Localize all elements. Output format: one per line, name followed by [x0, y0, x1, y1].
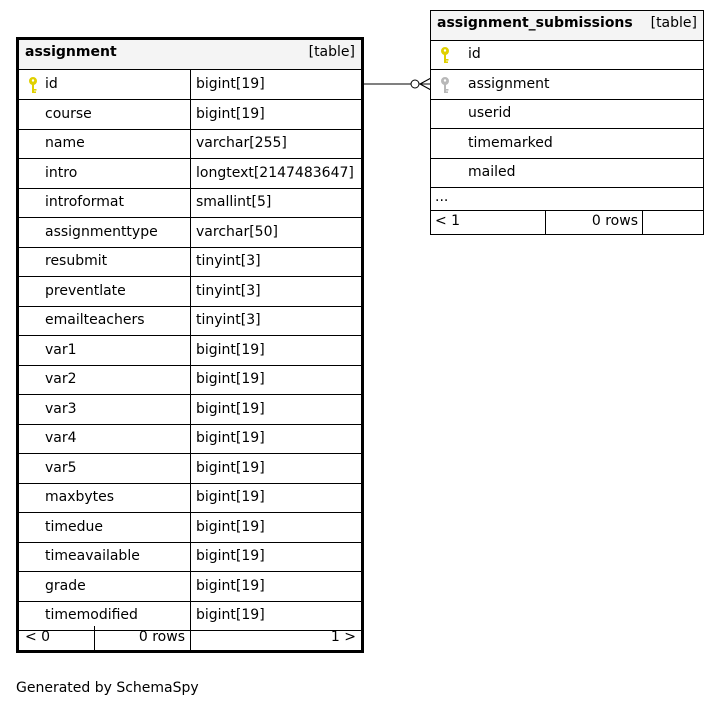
- column-type: bigint[19]: [196, 459, 265, 476]
- column-row-var4[interactable]: [19, 424, 361, 454]
- row-count: 0 rows: [138, 629, 185, 645]
- column-name[interactable]: var4: [45, 430, 77, 446]
- footer-divider: [94, 626, 95, 650]
- column-name[interactable]: timemodified: [45, 607, 138, 623]
- column-type: bigint[19]: [196, 76, 265, 92]
- footer-divider: [642, 211, 643, 234]
- primary-key-icon: [439, 46, 451, 68]
- column-row-id[interactable]: [19, 70, 361, 100]
- column-row-grade[interactable]: [19, 572, 361, 602]
- footer-divider: [545, 211, 546, 234]
- column-type: bigint[19]: [196, 548, 265, 564]
- column-type: tinyint[3]: [196, 253, 261, 269]
- column-row-course[interactable]: [19, 100, 361, 130]
- column-type: bigint[19]: [196, 489, 265, 505]
- column-name[interactable]: var1: [45, 341, 77, 358]
- column-divider: [190, 188, 191, 218]
- table-name[interactable]: assignment_submissions: [437, 15, 633, 31]
- column-name[interactable]: timedue: [45, 518, 104, 535]
- column-row-var1[interactable]: [19, 336, 361, 366]
- column-name[interactable]: var5: [45, 459, 77, 476]
- ellipsis: ...: [435, 189, 449, 205]
- column-divider: [190, 247, 191, 277]
- table-name[interactable]: assignment: [25, 44, 117, 60]
- column-name[interactable]: emailteachers: [45, 312, 145, 328]
- column-name[interactable]: preventlate: [45, 282, 126, 299]
- column-type: bigint[19]: [196, 430, 265, 446]
- column-type: bigint[19]: [196, 518, 265, 535]
- column-name[interactable]: timemarked: [468, 134, 553, 151]
- foreign-key-icon: [439, 76, 451, 98]
- column-divider: [190, 70, 191, 100]
- column-divider: [190, 159, 191, 189]
- table-type-label: [table]: [308, 44, 355, 60]
- column-name[interactable]: userid: [468, 105, 512, 121]
- column-name[interactable]: resubmit: [45, 253, 108, 269]
- column-type: tinyint[3]: [196, 282, 261, 299]
- column-name[interactable]: course: [45, 105, 92, 122]
- column-name[interactable]: var2: [45, 371, 77, 387]
- column-divider: [190, 542, 191, 572]
- column-name[interactable]: id: [45, 76, 58, 92]
- column-row-userid[interactable]: [431, 99, 703, 129]
- column-divider: [190, 218, 191, 248]
- column-divider: [190, 424, 191, 454]
- parents-count[interactable]: < 0: [25, 629, 51, 645]
- column-row-mailed[interactable]: [431, 158, 703, 188]
- column-divider: [190, 100, 191, 130]
- column-divider: [190, 395, 191, 425]
- relationship-zero-marker: [411, 80, 419, 88]
- column-name[interactable]: grade: [45, 577, 86, 594]
- column-row-var3[interactable]: [19, 395, 361, 425]
- column-row-preventlate[interactable]: [19, 277, 361, 307]
- column-type: tinyint[3]: [196, 312, 261, 328]
- column-row-assignment[interactable]: [431, 70, 703, 100]
- footer-divider: [190, 626, 191, 650]
- assignment-table[interactable]: [16, 37, 364, 653]
- column-divider: [190, 306, 191, 336]
- column-name[interactable]: maxbytes: [45, 489, 115, 505]
- column-type: smallint[5]: [196, 194, 272, 210]
- table-type-label: [table]: [650, 15, 697, 31]
- table-header[interactable]: [431, 11, 703, 41]
- column-type: bigint[19]: [196, 400, 265, 417]
- column-divider: [190, 365, 191, 395]
- column-name[interactable]: assignment: [468, 75, 550, 92]
- parents-count[interactable]: < 1: [435, 213, 461, 229]
- column-divider: [190, 277, 191, 307]
- generated-by-credit: Generated by SchemaSpy: [16, 680, 199, 696]
- column-row-var2[interactable]: [19, 365, 361, 395]
- column-row-maxbytes[interactable]: [19, 483, 361, 513]
- column-name[interactable]: timeavailable: [45, 548, 140, 564]
- primary-key-icon: [27, 76, 39, 98]
- column-type: varchar[255]: [196, 135, 287, 151]
- table-footer: [431, 211, 703, 234]
- column-divider: [190, 572, 191, 602]
- column-name[interactable]: name: [45, 135, 85, 151]
- column-type: bigint[19]: [196, 105, 265, 122]
- column-name[interactable]: intro: [45, 164, 78, 181]
- column-divider: [190, 483, 191, 513]
- row-count: 0 rows: [591, 213, 638, 229]
- more-columns-indicator: [431, 188, 703, 211]
- column-name[interactable]: mailed: [468, 164, 516, 180]
- column-row-introformat[interactable]: [19, 188, 361, 218]
- column-row-timeavailable[interactable]: [19, 542, 361, 572]
- column-type: bigint[19]: [196, 607, 265, 623]
- column-name[interactable]: id: [468, 46, 481, 62]
- column-row-emailteachers[interactable]: [19, 306, 361, 336]
- column-name[interactable]: var3: [45, 400, 77, 417]
- column-row-resubmit[interactable]: [19, 247, 361, 277]
- column-row-name[interactable]: [19, 129, 361, 159]
- column-divider: [190, 336, 191, 366]
- column-divider: [190, 513, 191, 543]
- table-footer: [19, 626, 361, 650]
- column-type: longtext[2147483647]: [196, 164, 354, 181]
- column-name[interactable]: assignmenttype: [45, 223, 158, 240]
- column-type: bigint[19]: [196, 577, 265, 594]
- column-row-assignmenttype[interactable]: [19, 218, 361, 248]
- assignment-submissions-table[interactable]: [430, 10, 704, 235]
- column-name[interactable]: introformat: [45, 194, 124, 210]
- column-row-timedue[interactable]: [19, 513, 361, 543]
- column-type: bigint[19]: [196, 371, 265, 387]
- column-type: varchar[50]: [196, 223, 278, 240]
- column-row-intro[interactable]: [19, 159, 361, 189]
- table-header[interactable]: [19, 40, 361, 70]
- column-row-var5[interactable]: [19, 454, 361, 484]
- column-divider: [190, 454, 191, 484]
- column-row-timemarked[interactable]: [431, 129, 703, 159]
- column-type: bigint[19]: [196, 341, 265, 358]
- column-row-id[interactable]: [431, 40, 703, 70]
- column-divider: [190, 129, 191, 159]
- children-count[interactable]: 1 >: [330, 629, 356, 645]
